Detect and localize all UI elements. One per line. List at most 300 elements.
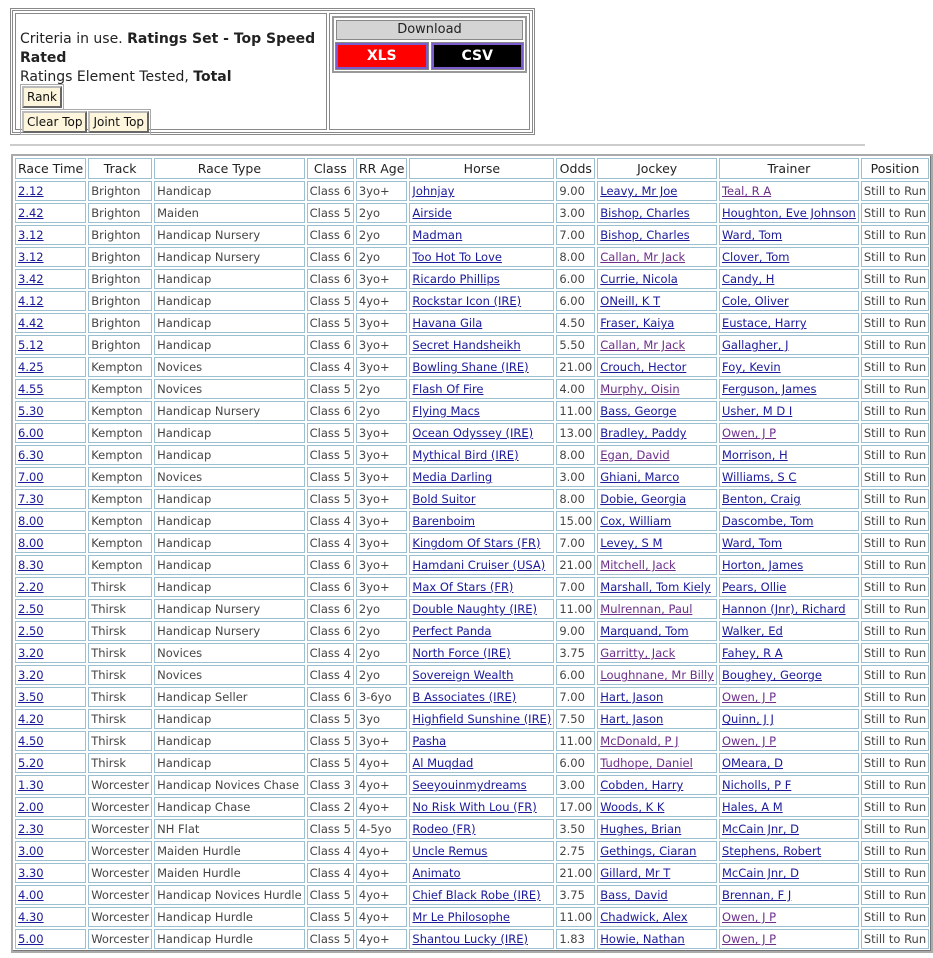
horse-link[interactable]: Animato — [412, 866, 461, 880]
trainer-link[interactable]: Candy, H — [721, 272, 775, 286]
jockey-cell — [597, 247, 717, 267]
trainer-link[interactable]: Owen, J P — [721, 910, 777, 924]
race-type-cell: Handicap Nursery — [154, 621, 305, 641]
age-cell: 2yo — [356, 621, 408, 641]
track-cell: Worcester — [88, 775, 152, 795]
age-cell: 4yo+ — [356, 797, 408, 817]
horse-link[interactable]: Chief Black Robe (IRE) — [412, 888, 541, 902]
position-cell: Still to Run — [861, 709, 929, 729]
element-prefix: Ratings Element Tested, — [20, 69, 189, 85]
jockey-link[interactable]: Leavy, Mr Joe — [600, 184, 678, 198]
position-cell: Still to Run — [861, 687, 929, 707]
jockey-link[interactable]: Bass, David — [600, 888, 668, 902]
race-type-cell: Handicap Nursery — [154, 225, 305, 245]
jockey-cell — [597, 445, 717, 465]
jockey-cell — [597, 181, 717, 201]
table-row — [15, 423, 929, 443]
trainer-cell — [719, 313, 859, 333]
horse-link[interactable]: Shantou Lucky (IRE) — [412, 932, 528, 946]
trainer-link[interactable]: Ward, Tom — [721, 228, 783, 242]
jockey-link[interactable]: Levey, S M — [600, 536, 663, 550]
race-time-link[interactable]: 6.00 — [18, 426, 44, 440]
race-time-link[interactable]: 2.00 — [18, 800, 44, 814]
race-type-cell: Novices — [154, 665, 305, 685]
jockey-link[interactable]: Dobie, Georgia — [600, 492, 687, 506]
jockey-link[interactable]: Cobden, Harry — [600, 778, 684, 792]
jockey-cell — [597, 577, 717, 597]
column-header-position: Position — [861, 158, 929, 179]
element-value: Total — [193, 69, 232, 85]
jockey-cell — [597, 885, 717, 905]
trainer-link[interactable]: Eustace, Harry — [721, 316, 807, 330]
time-cell — [15, 445, 86, 465]
horse-link[interactable]: Madman — [412, 228, 463, 242]
position-cell: Still to Run — [861, 643, 929, 663]
horse-link[interactable]: Double Naughty (IRE) — [412, 602, 537, 616]
trainer-link[interactable]: Brennan, F J — [721, 888, 792, 902]
horse-link[interactable]: Perfect Panda — [412, 624, 492, 638]
horse-link[interactable]: Hamdani Cruiser (USA) — [412, 558, 546, 572]
table-row — [15, 753, 929, 773]
race-time-link[interactable]: 4.00 — [18, 888, 44, 902]
horse-link[interactable]: Seeyouinmydreams — [412, 778, 527, 792]
horse-link[interactable]: Highfield Sunshine (IRE) — [412, 712, 552, 726]
trainer-link[interactable]: Williams, S C — [721, 470, 797, 484]
jockey-link[interactable]: Mulrennan, Paul — [600, 602, 693, 616]
race-time-link[interactable]: 8.30 — [18, 558, 44, 572]
trainer-cell — [719, 819, 859, 839]
horse-link[interactable]: Media Darling — [412, 470, 493, 484]
jockey-link[interactable]: Bass, George — [600, 404, 677, 418]
trainer-link[interactable]: Dascombe, Tom — [721, 514, 814, 528]
rank-button[interactable]: Rank — [22, 86, 62, 108]
age-cell: 2yo — [356, 599, 408, 619]
jockey-cell — [597, 291, 717, 311]
jockey-link[interactable]: Marquand, Tom — [600, 624, 689, 638]
table-row — [15, 467, 929, 487]
race-time-link[interactable]: 5.20 — [18, 756, 44, 770]
time-cell — [15, 269, 86, 289]
table-row — [15, 357, 929, 377]
race-type-cell: Handicap — [154, 709, 305, 729]
horse-link[interactable]: Flash Of Fire — [412, 382, 484, 396]
xls-download-button[interactable]: XLS — [336, 43, 428, 69]
age-cell: 4yo+ — [356, 863, 408, 883]
odds-cell: 6.00 — [556, 665, 595, 685]
jockey-link[interactable]: Currie, Nicola — [600, 272, 678, 286]
odds-cell: 2.75 — [556, 841, 595, 861]
jockey-link[interactable]: Mitchell, Jack — [600, 558, 676, 572]
jockey-cell — [597, 599, 717, 619]
position-cell: Still to Run — [861, 203, 929, 223]
table-header-row — [15, 158, 929, 179]
horse-link[interactable]: Secret Handsheikh — [412, 338, 521, 352]
time-cell — [15, 247, 86, 267]
track-cell: Thirsk — [88, 753, 152, 773]
jockey-link[interactable]: Ghiani, Marco — [600, 470, 680, 484]
position-cell: Still to Run — [861, 533, 929, 553]
race-time-link[interactable]: 2.50 — [18, 624, 44, 638]
race-time-link[interactable]: 2.42 — [18, 206, 44, 220]
race-time-link[interactable]: 3.50 — [18, 690, 44, 704]
race-time-link[interactable]: 3.20 — [18, 668, 44, 682]
race-type-cell: Handicap — [154, 577, 305, 597]
age-cell: 3yo+ — [356, 181, 408, 201]
track-cell: Brighton — [88, 313, 152, 333]
race-time-link[interactable]: 4.50 — [18, 734, 44, 748]
race-time-link[interactable]: 3.30 — [18, 866, 44, 880]
class-cell: Class 5 — [307, 731, 354, 751]
jockey-link[interactable]: Loughnane, Mr Billy — [600, 668, 714, 682]
horse-link[interactable]: Airside — [412, 206, 452, 220]
jockey-link[interactable]: Gethings, Ciaran — [600, 844, 697, 858]
position-cell: Still to Run — [861, 423, 929, 443]
track-cell: Thirsk — [88, 577, 152, 597]
race-time-link[interactable]: 5.12 — [18, 338, 44, 352]
jockey-link[interactable]: Hart, Jason — [600, 690, 664, 704]
time-cell — [15, 357, 86, 377]
track-cell: Worcester — [88, 907, 152, 927]
horse-cell — [409, 511, 554, 531]
jockey-link[interactable]: Hughes, Brian — [600, 822, 682, 836]
trainer-link[interactable]: Fahey, R A — [721, 646, 783, 660]
horse-cell — [409, 225, 554, 245]
trainer-link[interactable]: McCain Jnr, D — [721, 822, 800, 836]
jockey-link[interactable]: Marshall, Tom Kiely — [600, 580, 711, 594]
trainer-cell — [719, 599, 859, 619]
table-row — [15, 379, 929, 399]
track-cell: Kempton — [88, 489, 152, 509]
horse-link[interactable]: Johnjay — [412, 184, 455, 198]
jockey-link[interactable]: Egan, David — [600, 448, 670, 462]
position-cell: Still to Run — [861, 467, 929, 487]
race-time-link[interactable]: 6.30 — [18, 448, 44, 462]
position-cell: Still to Run — [861, 841, 929, 861]
race-time-link[interactable]: 3.12 — [18, 228, 44, 242]
race-time-link[interactable]: 3.00 — [18, 844, 44, 858]
track-cell: Worcester — [88, 819, 152, 839]
time-cell — [15, 753, 86, 773]
race-time-link[interactable]: 4.30 — [18, 910, 44, 924]
time-cell — [15, 841, 86, 861]
time-cell — [15, 467, 86, 487]
class-cell: Class 5 — [307, 313, 354, 333]
track-cell: Kempton — [88, 511, 152, 531]
race-time-link[interactable]: 2.50 — [18, 602, 44, 616]
age-cell: 3yo+ — [356, 269, 408, 289]
time-cell — [15, 489, 86, 509]
horse-link[interactable]: Kingdom Of Stars (FR) — [412, 536, 541, 550]
odds-cell: 4.00 — [556, 379, 595, 399]
horse-link[interactable]: Ricardo Phillips — [412, 272, 500, 286]
table-row — [15, 731, 929, 751]
age-cell: 4-5yo — [356, 819, 408, 839]
horse-link[interactable]: Sovereign Wealth — [412, 668, 514, 682]
horse-cell — [409, 357, 554, 377]
track-cell: Thirsk — [88, 709, 152, 729]
table-row — [15, 797, 929, 817]
jockey-link[interactable]: McDonald, P J — [600, 734, 679, 748]
horse-link[interactable]: Uncle Remus — [412, 844, 488, 858]
position-cell: Still to Run — [861, 775, 929, 795]
jockey-link[interactable]: Bradley, Paddy — [600, 426, 687, 440]
trainer-link[interactable]: Walker, Ed — [721, 624, 783, 638]
class-cell: Class 4 — [307, 863, 354, 883]
race-type-cell: Handicap — [154, 181, 305, 201]
horse-cell — [409, 885, 554, 905]
class-cell: Class 4 — [307, 357, 354, 377]
horse-link[interactable]: No Risk With Lou (FR) — [412, 800, 537, 814]
trainer-link[interactable]: Horton, James — [721, 558, 804, 572]
race-type-cell: Maiden Hurdle — [154, 841, 305, 861]
class-cell: Class 6 — [307, 687, 354, 707]
time-cell — [15, 599, 86, 619]
race-time-link[interactable]: 1.30 — [18, 778, 44, 792]
horse-link[interactable]: Rodeo (FR) — [412, 822, 476, 836]
clear-top-button[interactable]: Clear Top — [22, 111, 87, 133]
race-time-link[interactable]: 4.55 — [18, 382, 44, 396]
table-row — [15, 203, 929, 223]
jockey-link[interactable]: ONeill, K T — [600, 294, 661, 308]
trainer-link[interactable]: Owen, J P — [721, 734, 777, 748]
race-time-link[interactable]: 3.12 — [18, 250, 44, 264]
column-header-race-time: Race Time — [15, 158, 86, 179]
race-time-link[interactable]: 2.30 — [18, 822, 44, 836]
trainer-cell — [719, 621, 859, 641]
joint-top-button[interactable]: Joint Top — [88, 111, 149, 133]
trainer-link[interactable]: Ferguson, James — [721, 382, 817, 396]
column-header-rr-age: RR Age — [356, 158, 408, 179]
position-cell: Still to Run — [861, 269, 929, 289]
race-time-link[interactable]: 2.12 — [18, 184, 44, 198]
trainer-cell — [719, 203, 859, 223]
race-type-cell: Handicap — [154, 335, 305, 355]
jockey-link[interactable]: Murphy, Oisin — [600, 382, 680, 396]
horse-link[interactable]: Havana Gila — [412, 316, 483, 330]
class-cell: Class 5 — [307, 907, 354, 927]
track-cell: Brighton — [88, 225, 152, 245]
trainer-link[interactable]: Ward, Tom — [721, 536, 783, 550]
trainer-link[interactable]: Gallagher, J — [721, 338, 789, 352]
time-cell — [15, 533, 86, 553]
horse-cell — [409, 313, 554, 333]
race-type-cell: Handicap Hurdle — [154, 907, 305, 927]
horse-cell — [409, 643, 554, 663]
jockey-cell — [597, 357, 717, 377]
trainer-link[interactable]: Foy, Kevin — [721, 360, 781, 374]
trainer-link[interactable]: McCain Jnr, D — [721, 866, 800, 880]
jockey-link[interactable]: Bishop, Charles — [600, 228, 690, 242]
class-cell: Class 6 — [307, 621, 354, 641]
csv-download-button[interactable]: CSV — [432, 43, 524, 69]
position-cell: Still to Run — [861, 555, 929, 575]
criteria-prefix: Criteria in use. — [20, 31, 123, 47]
race-time-link[interactable]: 4.42 — [18, 316, 44, 330]
horse-cell — [409, 863, 554, 883]
jockey-cell — [597, 511, 717, 531]
class-cell: Class 5 — [307, 423, 354, 443]
trainer-link[interactable]: Owen, J P — [721, 690, 777, 704]
time-cell — [15, 731, 86, 751]
trainer-link[interactable]: Usher, M D I — [721, 404, 793, 418]
trainer-link[interactable]: OMeara, D — [721, 756, 784, 770]
column-header-horse: Horse — [409, 158, 554, 179]
race-time-link[interactable]: 4.25 — [18, 360, 44, 374]
time-cell — [15, 511, 86, 531]
time-cell — [15, 225, 86, 245]
race-type-cell: Handicap — [154, 445, 305, 465]
download-buttons — [336, 43, 523, 69]
age-cell: 4yo+ — [356, 929, 408, 949]
horse-cell — [409, 907, 554, 927]
class-cell: Class 4 — [307, 841, 354, 861]
trainer-cell — [719, 489, 859, 509]
horse-link[interactable]: North Force (IRE) — [412, 646, 511, 660]
race-time-link[interactable]: 8.00 — [18, 536, 44, 550]
age-cell: 4yo+ — [356, 907, 408, 927]
jockey-cell — [597, 335, 717, 355]
race-time-link[interactable]: 3.20 — [18, 646, 44, 660]
trainer-link[interactable]: Hannon (Jnr), Richard — [721, 602, 846, 616]
table-row — [15, 335, 929, 355]
position-cell: Still to Run — [861, 731, 929, 751]
trainer-link[interactable]: Owen, J P — [721, 932, 777, 946]
position-cell: Still to Run — [861, 929, 929, 949]
age-cell: 3yo — [356, 709, 408, 729]
jockey-cell — [597, 489, 717, 509]
odds-cell: 8.00 — [556, 247, 595, 267]
trainer-link[interactable]: Boughey, George — [721, 668, 822, 682]
jockey-link[interactable]: Tudhope, Daniel — [600, 756, 693, 770]
jockey-link[interactable]: Cox, William — [600, 514, 672, 528]
race-time-link[interactable]: 5.30 — [18, 404, 44, 418]
class-cell: Class 5 — [307, 445, 354, 465]
column-header-jockey: Jockey — [597, 158, 717, 179]
horse-link[interactable]: Ocean Odyssey (IRE) — [412, 426, 534, 440]
trainer-link[interactable]: Stephens, Robert — [721, 844, 822, 858]
jockey-link[interactable]: Garritty, Jack — [600, 646, 676, 660]
odds-cell: 1.83 — [556, 929, 595, 949]
horse-link[interactable]: Max Of Stars (FR) — [412, 580, 514, 594]
horse-link[interactable]: Flying Macs — [412, 404, 480, 418]
trainer-link[interactable]: Pears, Ollie — [721, 580, 787, 594]
horse-link[interactable]: Pasha — [412, 734, 447, 748]
race-type-cell: Handicap — [154, 731, 305, 751]
race-time-link[interactable]: 7.30 — [18, 492, 44, 506]
horse-link[interactable]: B Associates (IRE) — [412, 690, 517, 704]
jockey-link[interactable]: Hart, Jason — [600, 712, 664, 726]
jockey-link[interactable]: Chadwick, Alex — [600, 910, 688, 924]
horse-link[interactable]: Bold Suitor — [412, 492, 476, 506]
race-time-link[interactable]: 4.20 — [18, 712, 44, 726]
jockey-link[interactable]: Fraser, Kaiya — [600, 316, 675, 330]
time-cell — [15, 313, 86, 333]
horse-cell — [409, 467, 554, 487]
horse-link[interactable]: Barenboim — [412, 514, 475, 528]
jockey-link[interactable]: Woods, K K — [600, 800, 665, 814]
race-type-cell: Handicap Novices Hurdle — [154, 885, 305, 905]
horse-cell — [409, 247, 554, 267]
track-cell: Worcester — [88, 863, 152, 883]
jockey-link[interactable]: Crouch, Hector — [600, 360, 687, 374]
race-type-cell: Handicap — [154, 555, 305, 575]
trainer-link[interactable]: Cole, Oliver — [721, 294, 789, 308]
horse-cell — [409, 819, 554, 839]
track-cell: Brighton — [88, 291, 152, 311]
horse-link[interactable]: Bowling Shane (IRE) — [412, 360, 529, 374]
age-cell: 3yo+ — [356, 577, 408, 597]
trainer-link[interactable]: Teal, R A — [721, 184, 772, 198]
table-row — [15, 489, 929, 509]
race-time-link[interactable]: 8.00 — [18, 514, 44, 528]
race-time-link[interactable]: 7.00 — [18, 470, 44, 484]
race-type-cell: Novices — [154, 357, 305, 377]
horse-link[interactable]: Too Hot To Love — [412, 250, 502, 264]
horse-link[interactable]: Al Muqdad — [412, 756, 474, 770]
jockey-cell — [597, 533, 717, 553]
age-cell: 4yo+ — [356, 841, 408, 861]
jockey-cell — [597, 709, 717, 729]
jockey-link[interactable]: Gillard, Mr T — [600, 866, 671, 880]
race-time-link[interactable]: 3.42 — [18, 272, 44, 286]
table-row — [15, 599, 929, 619]
odds-cell: 3.00 — [556, 775, 595, 795]
trainer-link[interactable]: Clover, Tom — [721, 250, 790, 264]
table-row — [15, 863, 929, 883]
top-buttons-group — [20, 109, 151, 135]
trainer-link[interactable]: Quinn, J J — [721, 712, 774, 726]
horse-link[interactable]: Mr Le Philosophe — [412, 910, 511, 924]
race-time-link[interactable]: 2.20 — [18, 580, 44, 594]
trainer-link[interactable]: Houghton, Eve Johnson — [721, 206, 856, 220]
horse-link[interactable]: Rockstar Icon (IRE) — [412, 294, 522, 308]
class-cell: Class 2 — [307, 797, 354, 817]
download-cell — [329, 13, 530, 130]
jockey-link[interactable]: Callan, Mr Jack — [600, 338, 686, 352]
trainer-link[interactable]: Hales, A M — [721, 800, 783, 814]
trainer-cell — [719, 291, 859, 311]
jockey-cell — [597, 907, 717, 927]
jockey-link[interactable]: Bishop, Charles — [600, 206, 690, 220]
track-cell: Brighton — [88, 203, 152, 223]
position-cell: Still to Run — [861, 401, 929, 421]
track-cell: Brighton — [88, 269, 152, 289]
class-cell: Class 6 — [307, 599, 354, 619]
time-cell — [15, 335, 86, 355]
table-row — [15, 907, 929, 927]
trainer-cell — [719, 841, 859, 861]
race-time-link[interactable]: 5.00 — [18, 932, 44, 946]
trainer-link[interactable]: Nicholls, P F — [721, 778, 792, 792]
time-cell — [15, 885, 86, 905]
trainer-cell — [719, 533, 859, 553]
race-type-cell: Handicap — [154, 489, 305, 509]
jockey-link[interactable]: Howie, Nathan — [600, 932, 685, 946]
age-cell: 3yo+ — [356, 313, 408, 333]
trainer-cell — [719, 687, 859, 707]
race-time-link[interactable]: 4.12 — [18, 294, 44, 308]
horse-cell — [409, 291, 554, 311]
table-row — [15, 841, 929, 861]
time-cell — [15, 643, 86, 663]
table-row — [15, 401, 929, 421]
horse-link[interactable]: Mythical Bird (IRE) — [412, 448, 519, 462]
trainer-link[interactable]: Morrison, H — [721, 448, 788, 462]
position-cell: Still to Run — [861, 753, 929, 773]
jockey-link[interactable]: Callan, Mr Jack — [600, 250, 686, 264]
trainer-link[interactable]: Owen, J P — [721, 426, 777, 440]
trainer-link[interactable]: Benton, Craig — [721, 492, 801, 506]
